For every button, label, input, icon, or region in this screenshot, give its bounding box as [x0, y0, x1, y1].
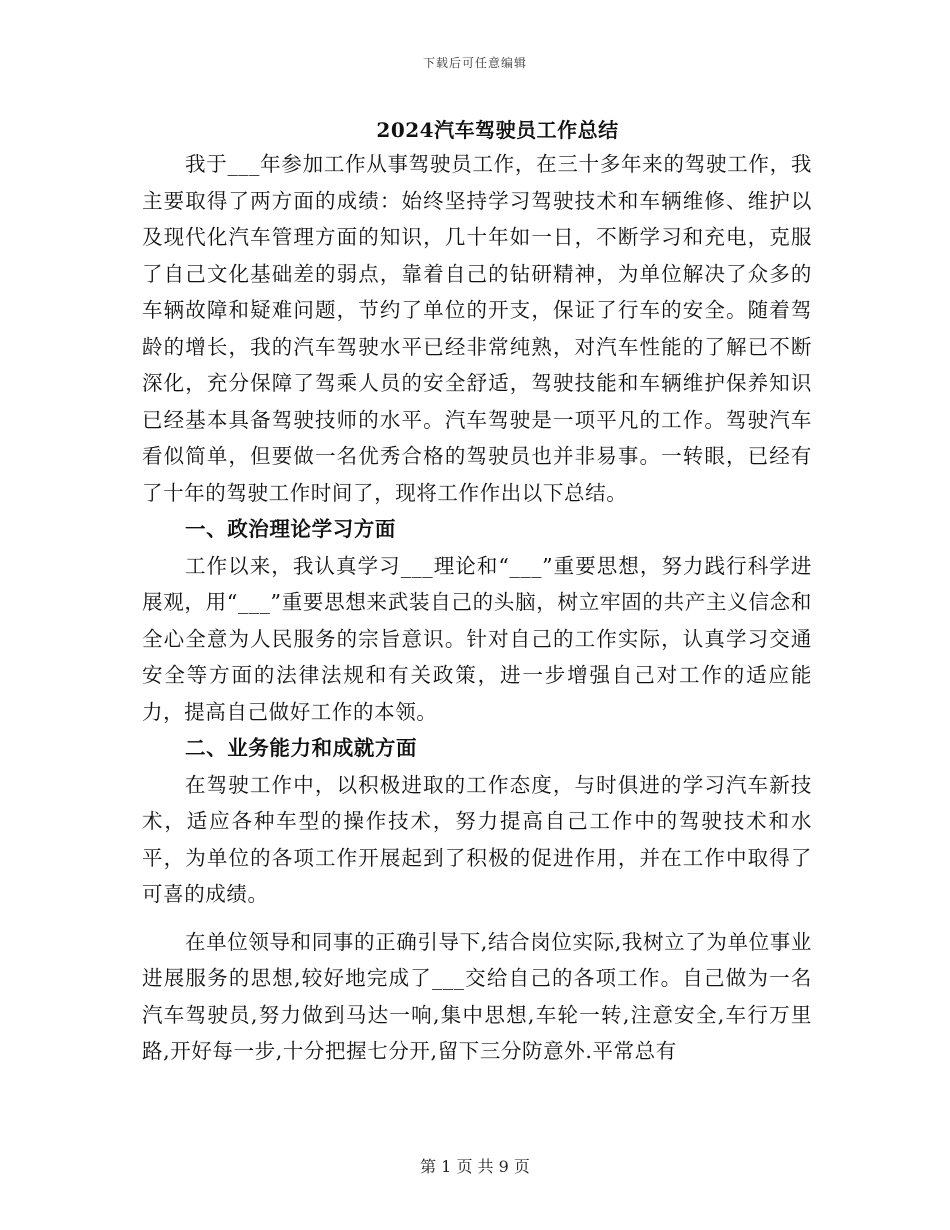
business-paragraph-2: 在单位领导和同事的正确引导下,结合岗位实际,我树立了为单位事业进展服务的思想,较好地完成了___交给自己的各项工作。自己做为一名汽车驾驶员,努力做到马达一响,集中思想,车轮一转,注意安全,车行万里路,开好每一步,十分把握七分开,留下三分防意外.平常总有 [142, 929, 812, 1063]
section-heading-business: 二、业务能力和成就方面 [185, 736, 418, 760]
section-heading-political: 一、政治理论学习方面 [185, 517, 396, 541]
document-body [142, 146, 812, 1070]
header-note: 下载后可任意编辑 [422, 56, 527, 70]
business-paragraph-1: 在驾驶工作中，以积极进取的工作态度，与时俱进的学习汽车新技术，适应各种车型的操作技术，努力提高自己工作中的驾驶技术和水平，为单位的各项工作开展起到了积极的促进作用，并在工作中取得了可喜的成绩。 [142, 772, 812, 906]
document-title: 2024汽车驾驶员工作总结 [376, 118, 619, 142]
page-footer: 第 1 页 共 9 页 [420, 1157, 530, 1176]
intro-paragraph: 我于___年参加工作从事驾驶员工作，在三十多年来的驾驶工作，我主要取得了两方面的成绩：始终坚持学习驾驶技术和车辆维修、维护以及现代化汽车管理方面的知识，几十年如一日，不断学习和充电，克服了自己文化基础差的弱点，靠着自己的钻研精神，为单位解决了众多的车辆故障和疑难问题，节约了单位的开支，保证了行车的安全。随着驾龄的增长，我的汽车驾驶水平已经非常纯熟，对汽车性能的了解已不断深化，充分保障了驾乘人员的安全舒适，驾驶技能和车辆维护保养知识已经基本具备驾驶技师的水平。汽车驾驶是一项平凡的工作。驾驶汽车看似简单，但要做一名优秀合格的驾驶员也并非易事。一转眼，已经有了十年的驾驶工作时间了，现将工作作出以下总结。 [142, 152, 812, 505]
political-paragraph: 工作以来，我认真学习___理论和“___”重要思想，努力践行科学进展观，用“___”重要思想来武装自己的头脑，树立牢固的共产主义信念和全心全意为人民服务的宗旨意识。针对自己的工作实际，认真学习交通安全等方面的法律法规和有关政策，进一步增强自己对工作的适应能力，提高自己做好工作的本领。 [142, 553, 812, 724]
paragraph-gap [142, 913, 812, 924]
